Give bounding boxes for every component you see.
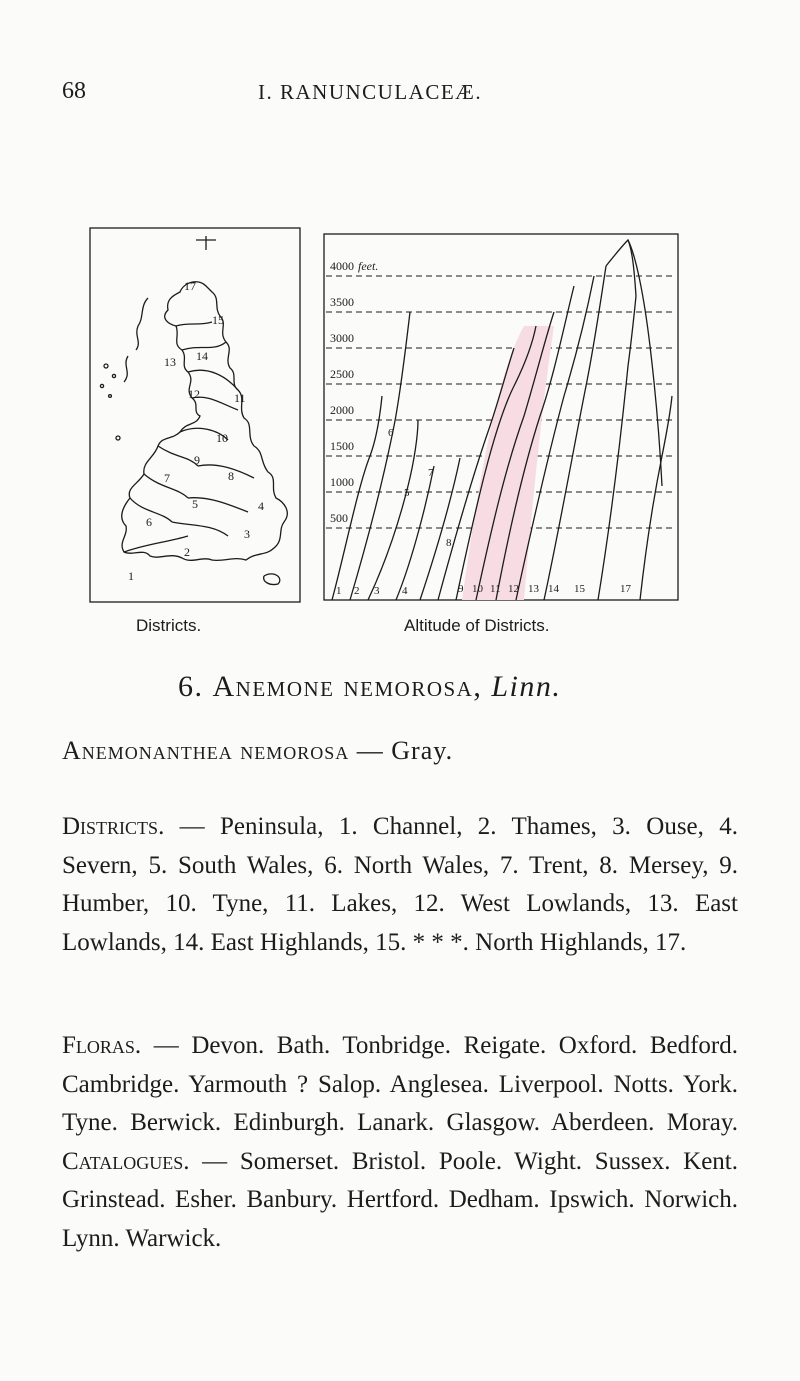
altitude-district-label: 2 (354, 585, 360, 597)
running-head: I. RANUNCULACEÆ. (258, 80, 483, 104)
altitude-level-label: 3000 (330, 331, 354, 345)
districts-text: — Peninsula, 1. Channel, 2. Thames, 3. Ouse, 4. Severn, 5. South Wales, 6. North Wales, 7. Trent, 8. Mersey, 9. Humber, 10. Tyne, 11. Lakes, 12. West Lowlands, 13. East Lowlands, 14. East Highlands, 15. * * *. North Highlands, 17. (62, 813, 738, 956)
altitude-level-label: 2000 (330, 403, 354, 417)
altitude-level-label: 4000 (330, 259, 354, 273)
floras-label: Floras. (62, 1032, 142, 1059)
synonym-name: Anemonanthea nemorosa (62, 736, 350, 765)
map-label: 12 (188, 387, 200, 401)
species-number: 6. (178, 670, 204, 703)
altitude-level-label: 1000 (330, 475, 354, 489)
map-label: 8 (228, 469, 234, 483)
synonym-line (62, 736, 453, 766)
altitude-district-label: 13 (528, 583, 539, 595)
altitude-district-label: 14 (548, 583, 559, 595)
map-label: 2 (184, 545, 190, 559)
altitude-district-label: 10 (472, 583, 483, 595)
catalogues-label: Catalogues. (62, 1147, 190, 1175)
map-label: 13 (164, 355, 176, 369)
districts-map-figure (88, 226, 304, 606)
map-label: 3 (244, 527, 250, 541)
altitude-level-label: 2500 (330, 367, 354, 381)
altitude-caption: Altitude of Districts. (404, 616, 550, 635)
altitude-district-label: 1 (336, 585, 342, 597)
map-caption: Districts. (136, 616, 202, 635)
altitude-level-label: 1500 (330, 439, 354, 453)
map-label: 1 (128, 569, 134, 583)
altitude-district-label: 5 (404, 487, 410, 499)
west-islands (136, 298, 148, 350)
altitude-level-label: 500 (330, 511, 348, 525)
map-label: 4 (258, 499, 264, 513)
altitude-district-label: 4 (402, 585, 408, 597)
altitude-diagram (310, 226, 682, 606)
species-name: Anemone nemorosa, (212, 670, 483, 703)
floras-paragraph (62, 1027, 738, 1258)
map-label: 14 (196, 349, 208, 363)
altitude-district-label: 17 (620, 583, 631, 595)
map-label: 5 (192, 497, 198, 511)
altitude-district-label: 7 (428, 467, 434, 479)
districts-paragraph (62, 808, 738, 962)
altitude-district-label: 8 (446, 537, 452, 549)
synonym-separator: — (349, 736, 392, 765)
page-number: 68 (62, 78, 86, 104)
map-label: 7 (164, 471, 170, 485)
districts-map (88, 226, 304, 606)
map-label: 6 (146, 515, 152, 529)
altitude-unit-label: feet. (358, 259, 379, 273)
altitude-figure (310, 226, 682, 606)
altitude-district-label: 11 (490, 583, 501, 595)
catalogues-text: — Somerset. Bristol. Poole. Wight. Sussex. Kent. Grinstead. Esher. Banbury. Hertford. Dedham. Ipswich. Norwich. Lynn. Warwick. (62, 1147, 738, 1252)
altitude-district-label: 15 (574, 583, 585, 595)
species-title (178, 670, 561, 704)
altitude-district-label: 12 (508, 583, 519, 595)
district-curve (332, 396, 382, 600)
districts-label: Districts. (62, 813, 165, 840)
altitude-district-label: 9 (458, 583, 464, 595)
map-label: 17 (184, 279, 196, 293)
synonym-author: Gray. (391, 736, 454, 765)
floras-text: — Devon. Bath. Tonbridge. Reigate. Oxford. Bedford. Cambridge. Yarmouth ? Salop. Anglesea. Liverpool. Notts. York. Tyne. Berwick. Edinburgh. Lanark. Glasgow. Aberdeen. Moray. (62, 1032, 738, 1136)
species-author: Linn. (491, 670, 562, 703)
map-label: 15 (212, 313, 224, 327)
altitude-district-label: 3 (374, 585, 380, 597)
map-label: 9 (194, 453, 200, 467)
altitude-level-label: 3500 (330, 295, 354, 309)
map-label: 10 (216, 431, 228, 445)
altitude-district-label: 6 (388, 427, 394, 439)
map-label: 11 (234, 391, 246, 405)
